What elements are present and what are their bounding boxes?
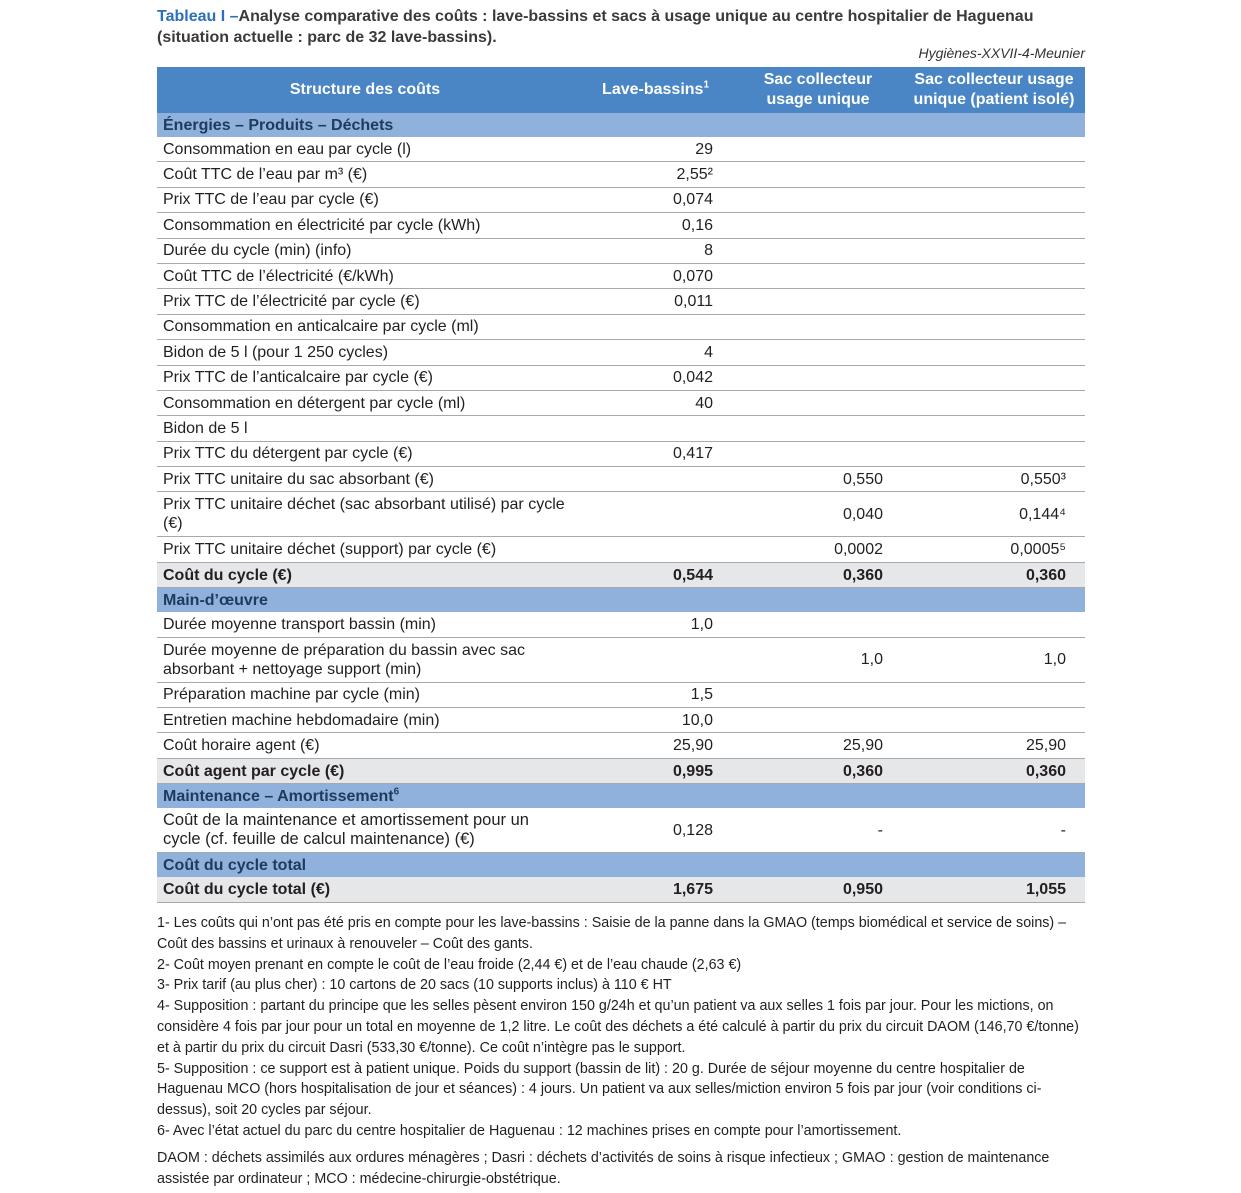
- header-footnote-mark: 1: [703, 79, 709, 91]
- row-label: Prix TTC de l’électricité par cycle (€): [157, 289, 573, 314]
- table-row: [157, 213, 1085, 238]
- cell-lave-bassins: [573, 314, 733, 339]
- table-row: [157, 441, 1085, 466]
- header-lave-bassins-label: Lave-bassins: [602, 81, 704, 98]
- table-row: [157, 416, 1085, 441]
- row-label: Durée du cycle (min) (info): [157, 238, 573, 263]
- cost-table: [157, 67, 1085, 903]
- section-title: Maintenance – Amortissement: [163, 787, 394, 805]
- table-row: [157, 289, 1085, 314]
- section-title: Main-d’œuvre: [157, 588, 1085, 613]
- subtotal-row: [157, 562, 1085, 587]
- section-title-maintenance: [157, 784, 1085, 809]
- cell-sac: 0,550: [733, 467, 903, 492]
- row-label: Prix TTC de l’eau par cycle (€): [157, 187, 573, 212]
- cell-sac-isole: 1,055: [903, 877, 1085, 902]
- cell-lave-bassins: 10,0: [573, 708, 733, 733]
- abbreviations: DAOM : déchets assimilés aux ordures ménagères ; Dasri : déchets d’activités de soins à risque infectieux ; GMAO : gestion de maintenance assistée par ordinateur ; MCO : médecine-chirurgie-obstétrique.: [157, 1149, 1050, 1187]
- table-caption: [157, 6, 1087, 48]
- cell-lave-bassins: 0,544: [573, 562, 733, 587]
- cell-sac: [733, 238, 903, 263]
- cell-sac-isole: [903, 365, 1085, 390]
- row-label: Préparation machine par cycle (min): [157, 682, 573, 707]
- cell-sac: 0,0002: [733, 537, 903, 562]
- table-row: [157, 612, 1085, 637]
- section-row: [157, 113, 1085, 137]
- row-label: Consommation en électricité par cycle (kWh): [157, 213, 573, 238]
- cell-sac: 25,90: [733, 733, 903, 758]
- cell-lave-bassins: 0,16: [573, 213, 733, 238]
- footnote: 6- Avec l’état actuel du parc du centre hospitalier de Haguenau : 12 machines prises en compte pour l’amortissement.: [157, 1122, 902, 1139]
- cell-lave-bassins: 4: [573, 340, 733, 365]
- table-row: [157, 537, 1085, 562]
- table-row: [157, 314, 1085, 339]
- cell-sac: [733, 390, 903, 415]
- table-row: [157, 682, 1085, 707]
- footnote: 2- Coût moyen prenant en compte le coût de l’eau froide (2,44 €) et de l’eau chaude (2,63 €): [157, 956, 742, 973]
- section-row: [157, 784, 1085, 809]
- cell-sac-isole: 0,360: [903, 562, 1085, 587]
- table-row: [157, 637, 1085, 682]
- cell-lave-bassins: 25,90: [573, 733, 733, 758]
- source-credit: Hygiènes-XXVII-4-Meunier: [918, 45, 1085, 61]
- cell-lave-bassins: [573, 637, 733, 682]
- cell-sac: [733, 708, 903, 733]
- row-label: Consommation en détergent par cycle (ml): [157, 390, 573, 415]
- cell-lave-bassins: 1,5: [573, 682, 733, 707]
- cell-lave-bassins: 0,011: [573, 289, 733, 314]
- table-row: [157, 733, 1085, 758]
- cell-lave-bassins: [573, 492, 733, 537]
- footnotes: [157, 913, 1087, 1189]
- cell-sac-isole: 0,550³: [903, 467, 1085, 492]
- cell-sac-isole: [903, 340, 1085, 365]
- cell-sac: 1,0: [733, 637, 903, 682]
- table-row: [157, 137, 1085, 162]
- subtotal-row: [157, 758, 1085, 783]
- cell-sac-isole: -: [903, 808, 1085, 853]
- table-row: [157, 187, 1085, 212]
- cell-sac-isole: [903, 682, 1085, 707]
- row-label: Prix TTC de l’anticalcaire par cycle (€): [157, 365, 573, 390]
- header-row: [157, 67, 1085, 113]
- cell-sac-isole: [903, 162, 1085, 187]
- cell-sac: [733, 682, 903, 707]
- cell-lave-bassins: 0,128: [573, 808, 733, 853]
- cell-sac-isole: [903, 263, 1085, 288]
- row-label: Prix TTC unitaire déchet (sac absorbant utilisé) par cycle (€): [157, 492, 573, 537]
- caption-lead: Tableau I –: [157, 8, 239, 25]
- cell-sac-isole: 25,90: [903, 733, 1085, 758]
- row-label: Bidon de 5 l (pour 1 250 cycles): [157, 340, 573, 365]
- row-label: Coût du cycle (€): [157, 562, 573, 587]
- cell-sac: 0,950: [733, 877, 903, 902]
- cell-sac-isole: [903, 314, 1085, 339]
- header-sac-collecteur-isole: Sac collecteur usage unique (patient isolé): [903, 67, 1085, 113]
- cell-sac-isole: 1,0: [903, 637, 1085, 682]
- header-structure: Structure des coûts: [157, 67, 573, 113]
- header-sac-collecteur: Sac collecteur usage unique: [733, 67, 903, 113]
- cell-sac: 0,040: [733, 492, 903, 537]
- footnote: 5- Supposition : ce support est à patient unique. Poids du support (bassin de lit) : 20 g. Durée de séjour moyenne du centre hospitalier de Haguenau MCO (hors hospitalisation de jour et séances) : 4 jours. Un patient va aux selles/miction environ 5 fois par jour (voir conditions ci-dessus), soit 20 cycles par séjour.: [157, 1060, 1042, 1119]
- header-lave-bassins: [573, 67, 733, 113]
- cell-sac-isole: [903, 416, 1085, 441]
- row-label: Coût TTC de l’eau par m³ (€): [157, 162, 573, 187]
- cell-sac-isole: [903, 238, 1085, 263]
- cell-sac: [733, 289, 903, 314]
- cell-lave-bassins: [573, 467, 733, 492]
- table-row: [157, 238, 1085, 263]
- cell-sac-isole: [903, 137, 1085, 162]
- cell-lave-bassins: 8: [573, 238, 733, 263]
- table-row: [157, 263, 1085, 288]
- section-title: Énergies – Produits – Déchets: [157, 113, 1085, 137]
- section-row: [157, 853, 1085, 878]
- cell-sac: [733, 612, 903, 637]
- row-label: Prix TTC unitaire déchet (support) par cycle (€): [157, 537, 573, 562]
- cell-lave-bassins: [573, 537, 733, 562]
- table-row: [157, 492, 1085, 537]
- cell-lave-bassins: 0,042: [573, 365, 733, 390]
- cell-lave-bassins: 0,070: [573, 263, 733, 288]
- row-label: Consommation en anticalcaire par cycle (ml): [157, 314, 573, 339]
- section-footnote-mark: 6: [393, 786, 400, 798]
- row-label: Prix TTC unitaire du sac absorbant (€): [157, 467, 573, 492]
- row-label: Consommation en eau par cycle (l): [157, 137, 573, 162]
- row-label: Durée moyenne de préparation du bassin avec sac absorbant + nettoyage support (min): [157, 637, 573, 682]
- cell-sac-isole: [903, 390, 1085, 415]
- cell-lave-bassins: 29: [573, 137, 733, 162]
- cell-lave-bassins: 2,55²: [573, 162, 733, 187]
- cell-sac-isole: [903, 187, 1085, 212]
- cell-sac: 0,360: [733, 758, 903, 783]
- footnote: 4- Supposition : partant du principe que les selles pèsent environ 150 g/24h et qu’un patient va aux selles 1 fois par jour. Pour les mictions, on considère 4 fois par jour pour un total en moyenne de 1,2 litre. Le coût des déchets a été calculé à partir du prix du circuit DAOM (146,70 €/tonne) et à partir du prix du circuit Dasri (533,30 €/tonne). Ce coût n’intègre pas le support.: [157, 998, 1079, 1056]
- section-row: [157, 588, 1085, 613]
- row-label: Prix TTC du détergent par cycle (€): [157, 441, 573, 466]
- cell-sac-isole: [903, 441, 1085, 466]
- table-row: [157, 467, 1085, 492]
- cell-sac-isole: [903, 708, 1085, 733]
- total-row: [157, 877, 1085, 902]
- table-row: [157, 390, 1085, 415]
- cell-sac: [733, 365, 903, 390]
- cell-sac: [733, 263, 903, 288]
- table-row: [157, 708, 1085, 733]
- cell-lave-bassins: 40: [573, 390, 733, 415]
- cell-sac: -: [733, 808, 903, 853]
- row-label: Coût du cycle total (€): [157, 877, 573, 902]
- caption-text: Analyse comparative des coûts : lave-bassins et sacs à usage unique au centre hospitalier de Haguenau (situation actuelle : parc de 32 lave-bassins).: [157, 8, 1034, 46]
- table-row: [157, 365, 1085, 390]
- table-row: [157, 162, 1085, 187]
- cell-sac: 0,360: [733, 562, 903, 587]
- cell-sac-isole: 0,0005⁵: [903, 537, 1085, 562]
- row-label: Coût agent par cycle (€): [157, 758, 573, 783]
- cell-sac: [733, 213, 903, 238]
- cell-lave-bassins: 1,675: [573, 877, 733, 902]
- footnote: 3- Prix tarif (au plus cher) : 10 cartons de 20 sacs (10 supports inclus) à 110 € HT: [157, 977, 672, 994]
- table-row: [157, 340, 1085, 365]
- cell-sac-isole: [903, 289, 1085, 314]
- footnote: 1- Les coûts qui n’ont pas été pris en compte pour les lave-bassins : Saisie de la panne dans la GMAO (temps biomédical et service de soins) – Coût des bassins et urinaux à renouveler – Coût des gants.: [157, 915, 1067, 952]
- cell-sac: [733, 441, 903, 466]
- cell-sac: [733, 416, 903, 441]
- cell-lave-bassins: 0,995: [573, 758, 733, 783]
- cell-lave-bassins: 1,0: [573, 612, 733, 637]
- row-label: Durée moyenne transport bassin (min): [157, 612, 573, 637]
- cell-sac-isole: [903, 612, 1085, 637]
- row-label: Coût horaire agent (€): [157, 733, 573, 758]
- cell-sac: [733, 340, 903, 365]
- cell-sac-isole: [903, 213, 1085, 238]
- cell-lave-bassins: 0,074: [573, 187, 733, 212]
- section-title: Coût du cycle total: [157, 853, 1085, 878]
- table-row: [157, 808, 1085, 853]
- cell-sac: [733, 314, 903, 339]
- cell-lave-bassins: 0,417: [573, 441, 733, 466]
- cell-sac: [733, 137, 903, 162]
- row-label: Entretien machine hebdomadaire (min): [157, 708, 573, 733]
- row-label: Coût TTC de l’électricité (€/kWh): [157, 263, 573, 288]
- cell-lave-bassins: [573, 416, 733, 441]
- cell-sac: [733, 162, 903, 187]
- cell-sac-isole: 0,360: [903, 758, 1085, 783]
- row-label: Bidon de 5 l: [157, 416, 573, 441]
- cell-sac-isole: 0,144⁴: [903, 492, 1085, 537]
- row-label: Coût de la maintenance et amortissement pour un cycle (cf. feuille de calcul maintenance) (€): [157, 808, 573, 853]
- cell-sac: [733, 187, 903, 212]
